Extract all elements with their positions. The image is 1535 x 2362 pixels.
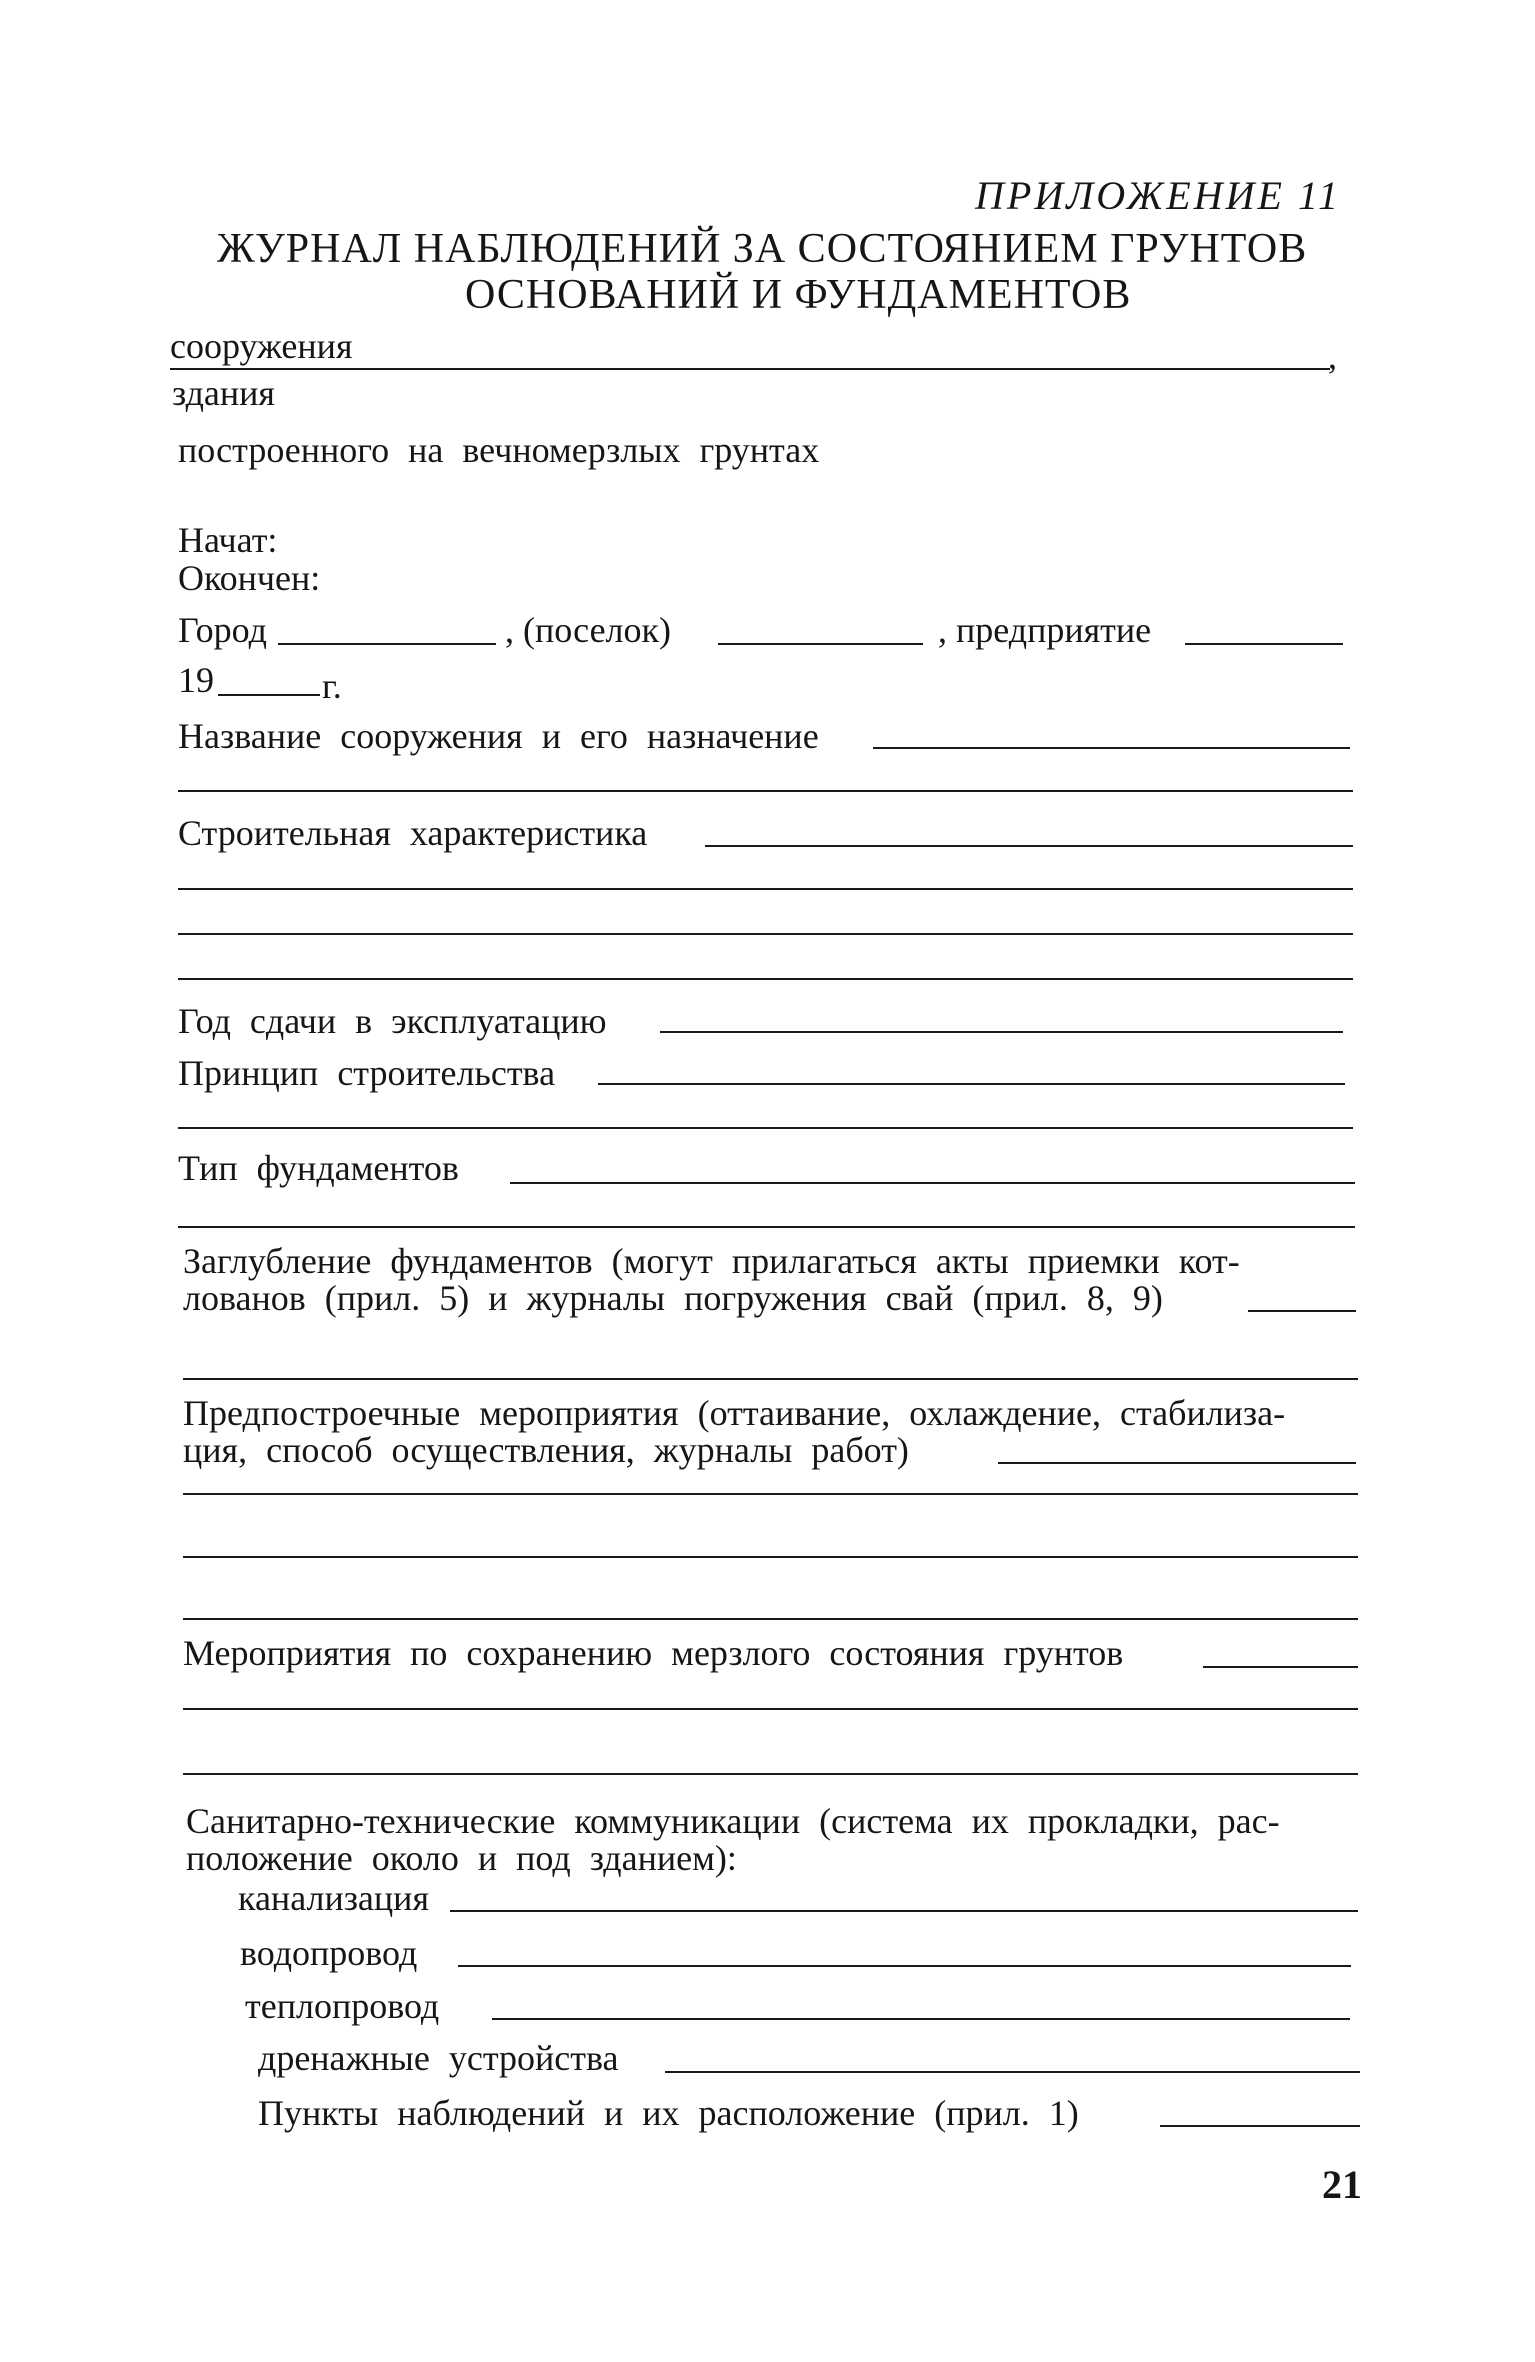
field-structure-name[interactable]	[873, 747, 1350, 749]
field-construction-principle-continued[interactable]	[178, 1127, 1353, 1129]
field-construction-characteristic[interactable]	[705, 845, 1353, 847]
field-construction-characteristic-line-4[interactable]	[178, 978, 1353, 980]
field-observation-points[interactable]	[1160, 2125, 1360, 2127]
label-finished: Окончен:	[178, 558, 321, 598]
field-water-supply[interactable]	[458, 1965, 1351, 1967]
label-settlement: , (поселок)	[505, 610, 671, 650]
field-foundation-type[interactable]	[510, 1182, 1355, 1184]
label-year-prefix: 19	[178, 660, 214, 700]
label-construction-principle: Принцип строительства	[178, 1053, 556, 1093]
label-sanitary-line-2: положение около и под зданием):	[186, 1838, 737, 1878]
label-foundation-depth-line-2: лованов (прил. 5) и журналы погружения свай (прил. 8, 9)	[183, 1278, 1163, 1318]
field-frozen-preservation-line-3[interactable]	[183, 1773, 1358, 1775]
field-preconstruction[interactable]	[998, 1462, 1356, 1464]
field-preconstruction-line-4[interactable]	[183, 1618, 1358, 1620]
label-enterprise: , предприятие	[938, 610, 1152, 650]
form-title-line-1: ЖУРНАЛ НАБЛЮДЕНИЙ ЗА СОСТОЯНИЕМ ГРУНТОВ	[217, 226, 1308, 272]
label-foundation-type: Тип фундаментов	[178, 1148, 459, 1188]
field-preconstruction-line-3[interactable]	[183, 1556, 1358, 1558]
field-frozen-preservation-line-2[interactable]	[183, 1708, 1358, 1710]
label-permafrost: построенного на вечномерзлых грунтах	[178, 430, 820, 470]
field-construction-characteristic-line-2[interactable]	[178, 888, 1353, 890]
label-sanitary-line-1: Санитарно-технические коммуникации (система их прокладки, рас-	[186, 1801, 1280, 1841]
label-water-supply: водопровод	[240, 1933, 418, 1973]
label-building: здания	[172, 373, 275, 413]
field-object-name[interactable]	[170, 368, 1330, 370]
label-preconstruction-line-1: Предпостроечные мероприятия (оттаивание, охлаждение, стабилиза-	[183, 1393, 1286, 1433]
label-construction-characteristic: Строительная характеристика	[178, 813, 648, 853]
label-sewerage: канализация	[238, 1878, 430, 1918]
field-frozen-preservation[interactable]	[1203, 1666, 1358, 1668]
label-observation-points: Пункты наблюдений и их расположение (прил. 1)	[258, 2093, 1079, 2133]
page-number: 21	[1322, 2162, 1362, 2207]
field-drainage[interactable]	[665, 2071, 1360, 2073]
field-foundation-depth-continued[interactable]	[183, 1378, 1358, 1380]
field-heat-supply[interactable]	[492, 2018, 1350, 2020]
appendix-label: ПРИЛОЖЕНИЕ 11	[975, 173, 1341, 218]
field-structure-name-continued[interactable]	[178, 790, 1353, 792]
field-foundation-type-continued[interactable]	[178, 1226, 1355, 1228]
label-frozen-preservation: Мероприятия по сохранению мерзлого состояния грунтов	[183, 1633, 1124, 1673]
field-enterprise[interactable]	[1185, 643, 1343, 645]
field-foundation-depth[interactable]	[1248, 1310, 1356, 1312]
label-heat-supply: теплопровод	[245, 1986, 440, 2026]
field-settlement[interactable]	[718, 643, 923, 645]
field-construction-characteristic-line-3[interactable]	[178, 933, 1353, 935]
label-structure-name: Название сооружения и его назначение	[178, 716, 819, 756]
label-structure: сооружения	[170, 326, 353, 366]
label-drainage: дренажные устройства	[258, 2038, 619, 2078]
label-foundation-depth-line-1: Заглубление фундаментов (могут прилагаться акты приемки кот-	[183, 1241, 1240, 1281]
field-commission-year[interactable]	[660, 1031, 1343, 1033]
field-city[interactable]	[278, 643, 496, 645]
field-construction-principle[interactable]	[598, 1083, 1345, 1085]
label-year-suffix: г.	[322, 666, 342, 706]
field-sewerage[interactable]	[450, 1910, 1358, 1912]
field-year[interactable]	[218, 694, 320, 696]
form-title-line-2: ОСНОВАНИЙ И ФУНДАМЕНТОВ	[465, 272, 1132, 318]
label-city: Город	[178, 610, 267, 650]
label-commission-year: Год сдачи в эксплуатацию	[178, 1001, 607, 1041]
field-preconstruction-line-2[interactable]	[183, 1493, 1358, 1495]
label-preconstruction-line-2: ция, способ осуществления, журналы работ)	[183, 1430, 909, 1470]
object-comma: ,	[1328, 336, 1337, 376]
label-started: Начат:	[178, 520, 278, 560]
